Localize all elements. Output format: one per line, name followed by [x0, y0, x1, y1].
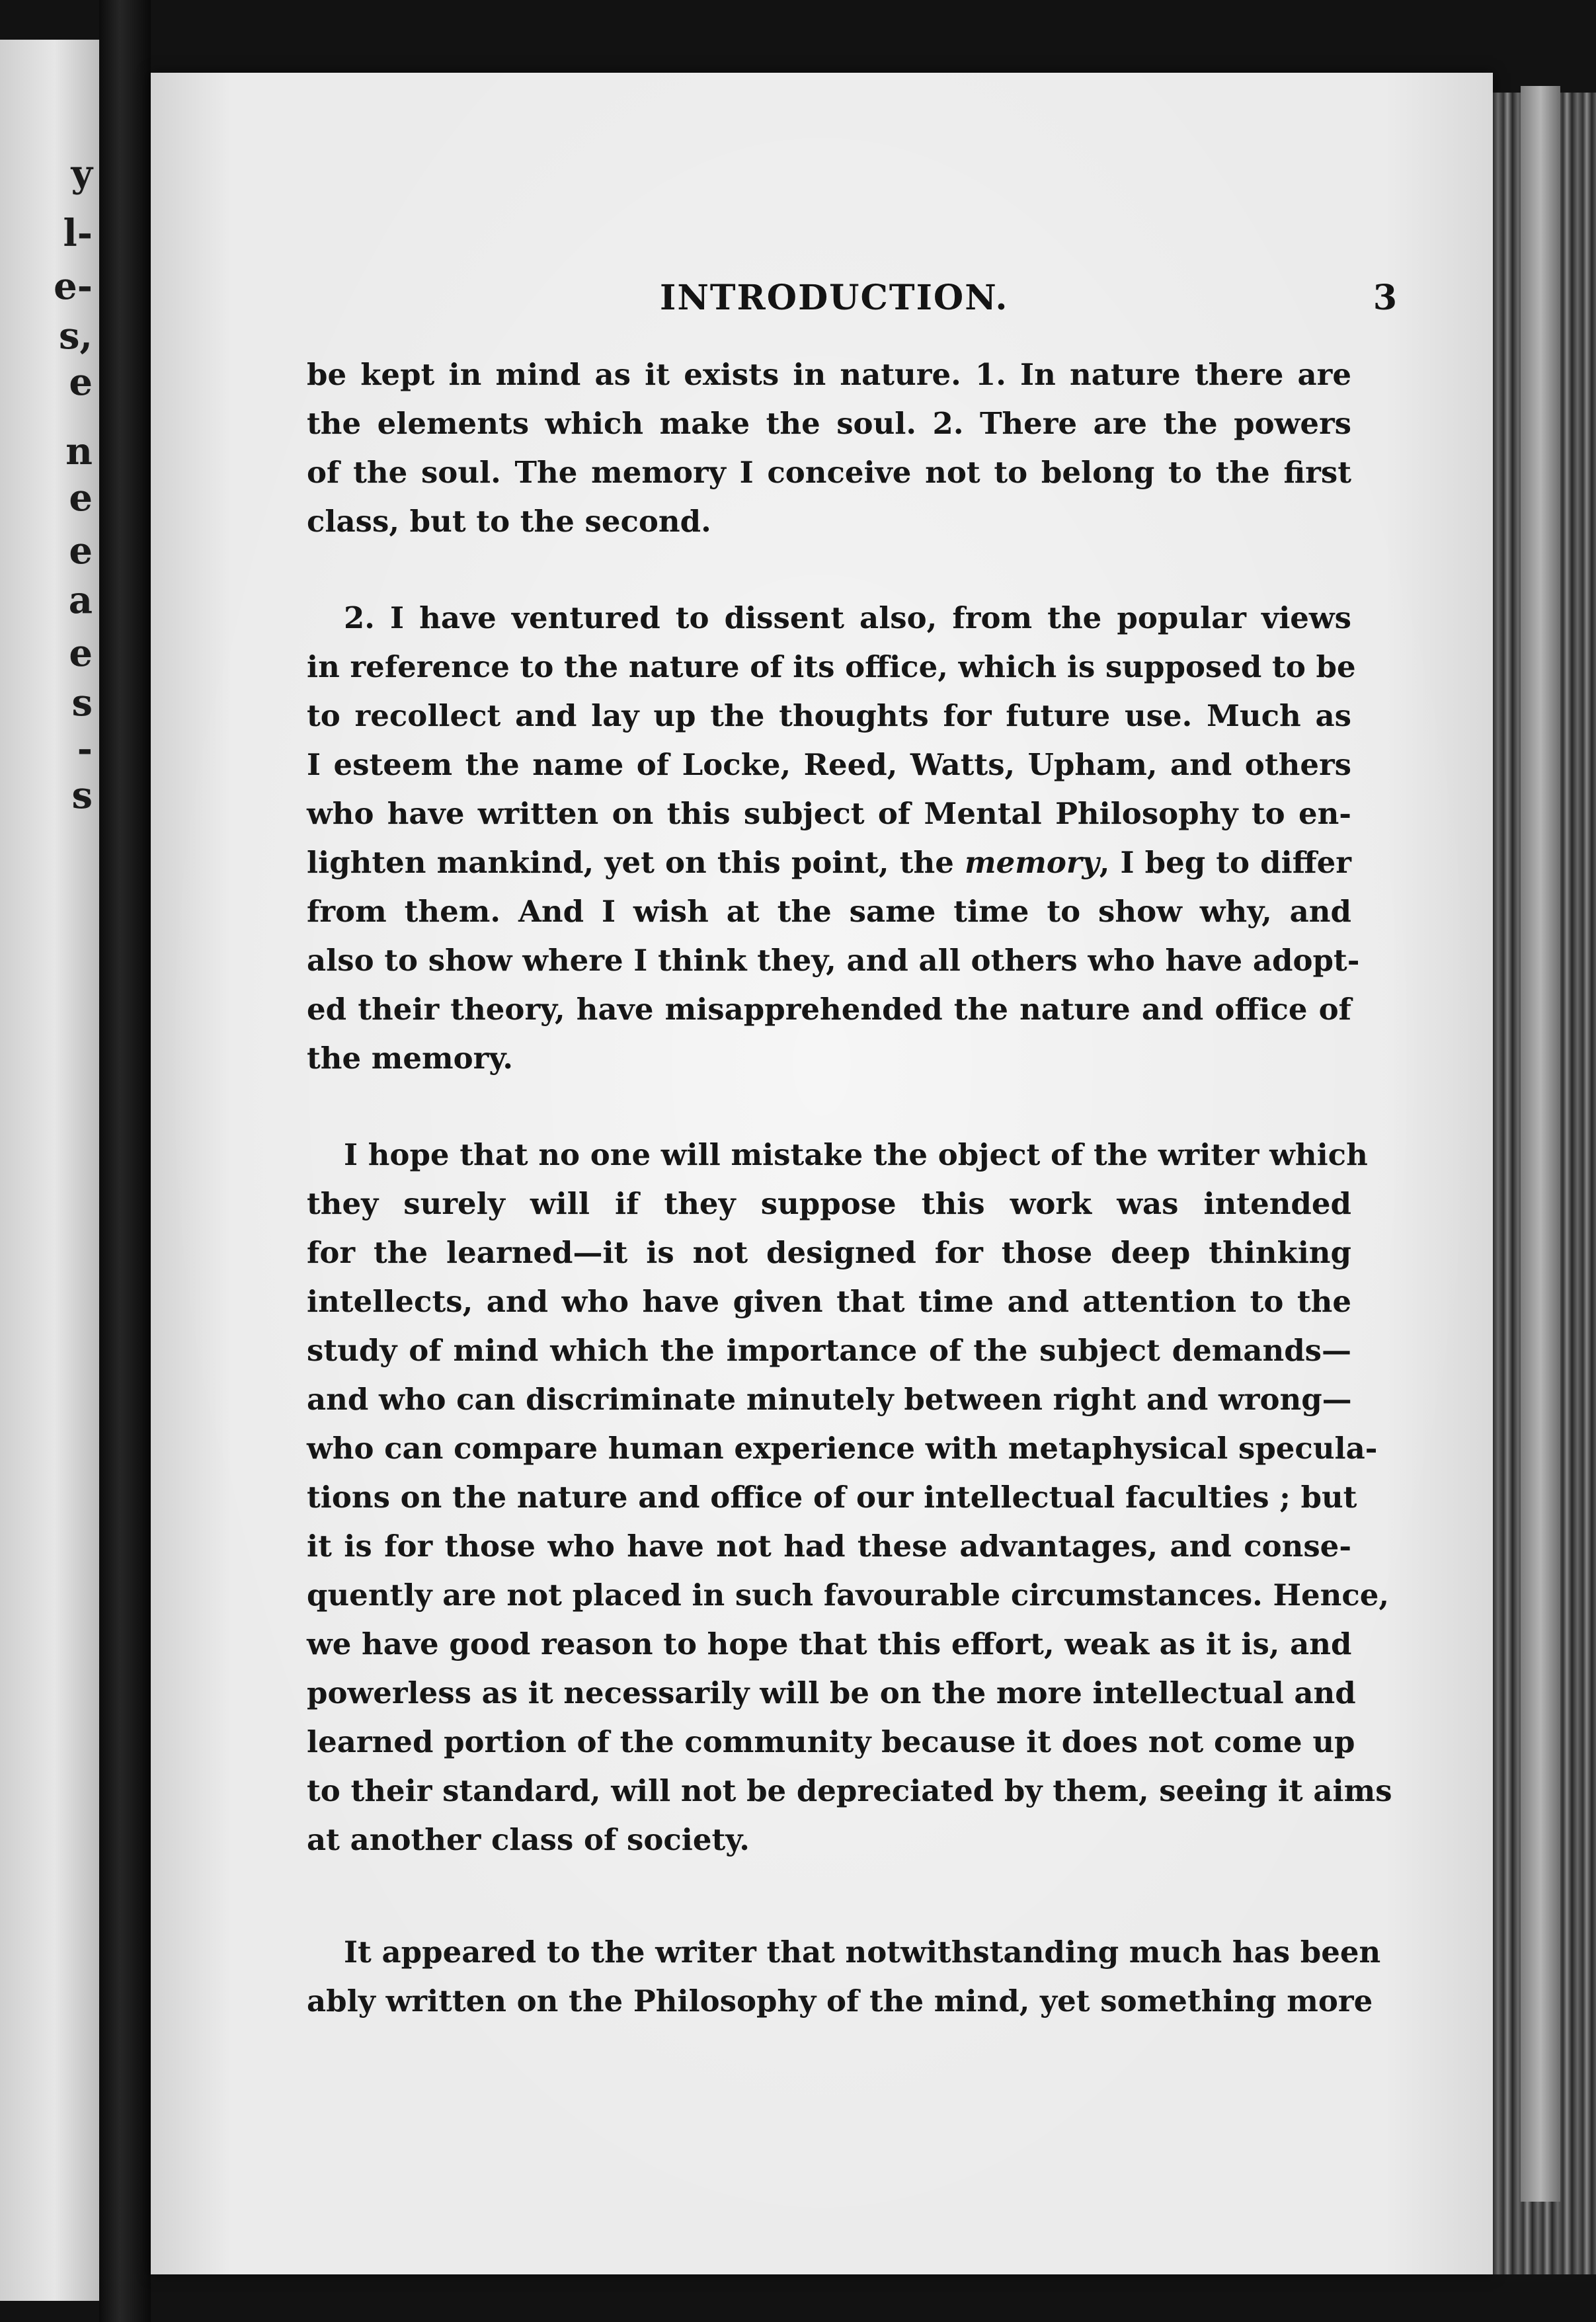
- text-line: it is for those who have not had these advantages, and conse-: [307, 1529, 1351, 1564]
- left-page-fragment: e-: [54, 264, 93, 308]
- text-line: learned portion of the community because it does not come up: [307, 1724, 1355, 1759]
- left-page-edge: [0, 40, 99, 2301]
- text-line: of the soul. The memory I conceive not to belong to the first: [307, 455, 1351, 490]
- paragraph-gap: [307, 1083, 1351, 1131]
- paragraph: [307, 594, 1360, 1083]
- book-gutter: [99, 0, 151, 2322]
- text-line: the elements which make the soul. 2. There are the powers: [307, 406, 1351, 441]
- left-page-fragment: s: [71, 681, 93, 725]
- text-line: tions on the nature and office of our intellectual faculties ; but: [307, 1480, 1357, 1515]
- text-line: study of mind which the importance of the subject demands—: [307, 1333, 1351, 1368]
- text-line: also to show where I think they, and all others who have adopt-: [307, 943, 1360, 978]
- text-line: I hope that no one will mistake the object of the writer which: [344, 1137, 1368, 1172]
- left-page-fragment: e: [69, 476, 93, 520]
- left-page-fragment: s: [71, 774, 93, 817]
- text-line: be kept in mind as it exists in nature. 1. In nature there are: [307, 357, 1351, 392]
- text-line: from them. And I wish at the same time to show why, and: [307, 894, 1351, 929]
- text-line: lighten mankind, yet on this point, the memory, I beg to differ: [307, 845, 1352, 880]
- text-line: we have good reason to hope that this effort, weak as it is, and: [307, 1626, 1352, 1661]
- text-line: to their standard, will not be depreciated by them, seeing it aims: [307, 1773, 1392, 1808]
- book-page: [151, 73, 1493, 2274]
- paragraph: [307, 1928, 1381, 2026]
- text-line: who can compare human experience with metaphysical specula-: [307, 1431, 1378, 1466]
- text-line: quently are not placed in such favourable circumstances. Hence,: [307, 1578, 1390, 1613]
- text-line: the memory.: [307, 1041, 514, 1076]
- text-line: in reference to the nature of its office, which is supposed to be: [307, 649, 1356, 684]
- paragraph: [307, 350, 1351, 546]
- text-line: It appeared to the writer that notwithstanding much has been: [344, 1935, 1381, 1970]
- left-page-fragment: l-: [63, 212, 93, 255]
- left-page-fragment: s,: [58, 314, 93, 358]
- paragraph-gap: [307, 546, 1351, 594]
- left-page-fragment: e: [69, 529, 93, 573]
- text-line: powerless as it necessarily will be on the more intellectual and: [307, 1675, 1356, 1710]
- right-page-edge-strip: [1521, 86, 1560, 2202]
- text-line: and who can discriminate minutely between right and wrong—: [307, 1382, 1352, 1417]
- running-head: [151, 278, 1493, 331]
- left-page-fragment: a: [68, 579, 93, 622]
- text-line: intellects, and who have given that time and attention to the: [307, 1284, 1351, 1319]
- left-page-fragment: y: [71, 152, 93, 196]
- left-page-fragment: e: [69, 631, 93, 675]
- text-line: I esteem the name of Locke, Reed, Watts, Upham, and others: [307, 747, 1351, 782]
- left-page-fragment: e: [69, 360, 93, 404]
- text-line: they surely will if they suppose this work was intended: [307, 1186, 1351, 1221]
- running-title: INTRODUCTION.: [660, 278, 1009, 318]
- left-page-fragment: n: [65, 430, 93, 473]
- body-text: [307, 350, 1392, 2026]
- text-line: ably written on the Philosophy of the mind, yet something more: [307, 1983, 1373, 2019]
- text-line: at another class of society.: [307, 1822, 750, 1857]
- text-line: 2. I have ventured to dissent also, from the popular views: [344, 600, 1351, 635]
- text-line: class, but to the second.: [307, 504, 711, 539]
- text-line: to recollect and lay up the thoughts for future use. Much as: [307, 698, 1351, 733]
- paragraph-gap: [307, 1864, 1351, 1928]
- paragraph: [307, 1131, 1392, 1864]
- left-page-fragment: -: [77, 727, 93, 771]
- page-number: 3: [1373, 278, 1397, 318]
- text-line: ed their theory, have misapprehended the nature and office of: [307, 992, 1351, 1027]
- text-line: who have written on this subject of Mental Philosophy to en-: [307, 796, 1351, 831]
- text-line: for the learned—it is not designed for those deep thinking: [307, 1235, 1351, 1270]
- emphasized-word: memory: [964, 845, 1099, 880]
- left-page-text-fragments: [0, 40, 99, 2301]
